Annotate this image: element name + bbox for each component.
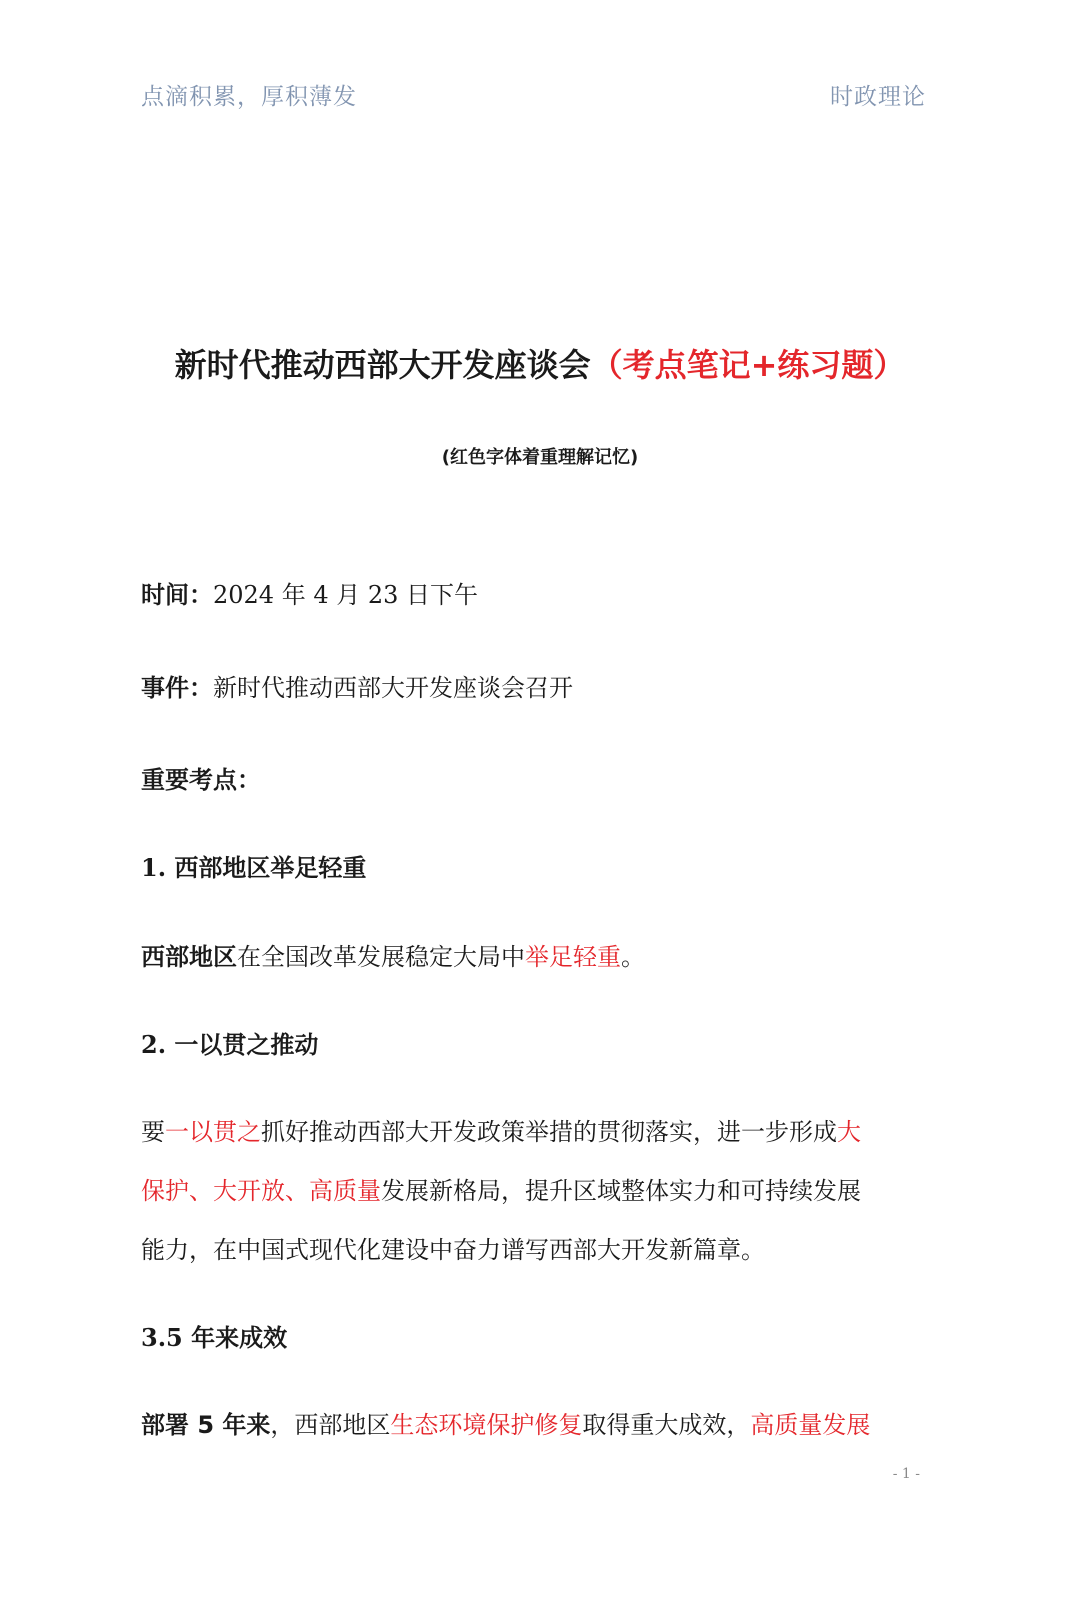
title-highlight: （考点笔记+练习题） [590, 346, 906, 384]
text-normal: 要 [141, 1118, 165, 1146]
title-main: 新时代推动西部大开发座谈会 [174, 346, 591, 384]
text-normal: 。 [621, 943, 645, 971]
text-highlight: 高质量发展 [750, 1411, 871, 1439]
text-normal: 取得重大成效， [582, 1411, 751, 1439]
event-label: 事件： [141, 674, 213, 702]
header-motto: 点滴积累，厚积薄发 [141, 84, 357, 110]
section-heading-2 [141, 1015, 941, 1075]
header-category: 时政理论 [830, 84, 926, 110]
section-number: 1. [141, 853, 167, 882]
text-normal: 在全国改革发展稳定大局中 [237, 943, 525, 971]
text-normal: ，西部地区 [270, 1411, 391, 1439]
section-paragraph-1 [141, 928, 941, 987]
section-title: 西部地区举足轻重 [174, 854, 367, 882]
section-number: 2. [141, 1030, 167, 1059]
page-number: - 1 - [892, 1466, 920, 1482]
text-highlight: 保护、大开放、高质量 [141, 1177, 381, 1205]
text-highlight: 一以贯之 [165, 1118, 261, 1146]
text-highlight: 举足轻重 [525, 943, 621, 971]
section-number: 3.5 [141, 1323, 183, 1352]
page-title [0, 340, 1080, 386]
page-subtitle: (红色字体着重理解记忆) [441, 447, 639, 468]
text-normal: 能力，在中国式现代化建设中奋力谱写西部大开发新篇章。 [141, 1236, 765, 1264]
text-normal: 抓好推动西部大开发政策举措的贯彻落实，进一步形成 [261, 1118, 837, 1146]
section-paragraph-3 [141, 1396, 941, 1455]
text-bold: 部署 5 年来 [141, 1411, 271, 1439]
points-heading: 重要考点： [141, 766, 261, 794]
time-label: 时间： [141, 581, 213, 609]
text-normal: 发展新格局，提升区域整体实力和可持续发展 [381, 1177, 861, 1205]
section-heading-3 [141, 1308, 941, 1368]
event-value: 新时代推动西部大开发座谈会召开 [213, 674, 573, 702]
section-heading-1 [141, 838, 941, 898]
text-bold: 西部地区 [141, 943, 237, 971]
event-line [141, 658, 941, 718]
section-paragraph-2 [141, 1103, 941, 1280]
time-line [141, 565, 941, 625]
text-highlight: 大 [837, 1118, 861, 1146]
section-title: 年来成效 [191, 1324, 288, 1352]
section-title: 一以贯之推动 [174, 1031, 319, 1059]
time-value: 2024 年 4 月 23 日下午 [213, 581, 479, 609]
text-highlight: 生态环境保护修复 [390, 1411, 583, 1439]
